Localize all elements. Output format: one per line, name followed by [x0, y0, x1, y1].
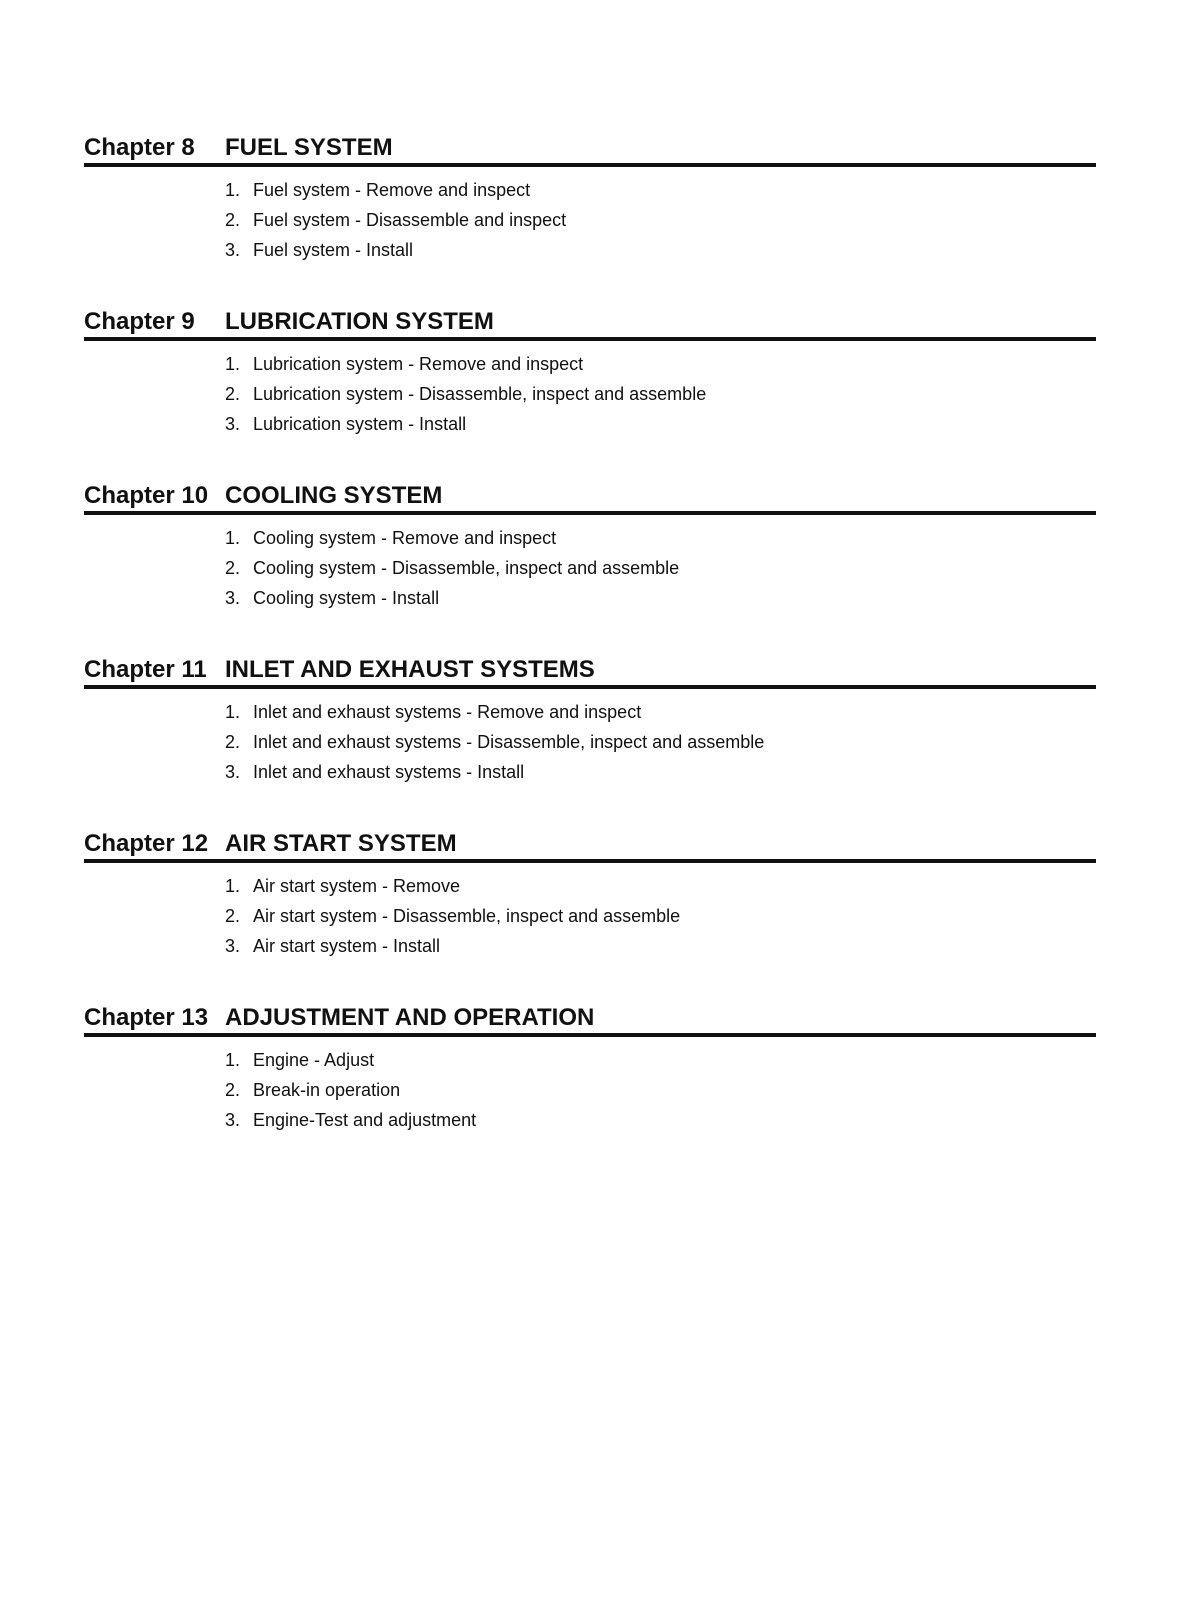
item-text: Cooling system - Disassemble, inspect and assemble: [253, 558, 680, 578]
chapter-section: [84, 480, 1096, 613]
item-text: Fuel system - Remove and inspect: [253, 180, 531, 200]
item-number: 1.: [225, 180, 241, 200]
item-text: Break-in operation: [253, 1080, 401, 1100]
item-number: 2.: [225, 384, 241, 404]
item-number: 1.: [225, 702, 241, 722]
list-item: [225, 1045, 1096, 1075]
list-item: [225, 697, 1096, 727]
item-number: 2.: [225, 558, 241, 578]
item-text: Cooling system - Remove and inspect: [253, 528, 557, 548]
chapter-number: Chapter 12: [84, 830, 209, 857]
chapter-title: INLET AND EXHAUST SYSTEMS: [225, 656, 595, 683]
item-text: Fuel system - Install: [253, 240, 414, 260]
chapter-heading: [84, 1002, 1096, 1037]
list-item: [225, 553, 1096, 583]
chapter-section: [84, 1002, 1096, 1135]
list-item: [225, 175, 1096, 205]
item-number: 1.: [225, 876, 241, 896]
item-text: Air start system - Disassemble, inspect and assemble: [253, 906, 681, 926]
item-number: 3.: [225, 762, 241, 782]
item-number: 3.: [225, 414, 241, 434]
item-number: 2.: [225, 1080, 241, 1100]
chapter-item-list: [225, 871, 1096, 961]
chapter-section: [84, 828, 1096, 961]
list-item: [225, 757, 1096, 787]
item-text: Lubrication system - Remove and inspect: [253, 354, 584, 374]
list-item: [225, 1075, 1096, 1105]
item-number: 1.: [225, 528, 241, 548]
chapter-heading: [84, 828, 1096, 863]
item-number: 1.: [225, 354, 241, 374]
list-item: [225, 901, 1096, 931]
chapter-heading: [84, 132, 1096, 167]
item-number: 3.: [225, 240, 241, 260]
list-item: [225, 349, 1096, 379]
chapter-title: AIR START SYSTEM: [225, 830, 457, 857]
chapter-title: ADJUSTMENT AND OPERATION: [225, 1004, 595, 1031]
item-number: 3.: [225, 1110, 241, 1130]
item-number: 2.: [225, 210, 241, 230]
list-item: [225, 409, 1096, 439]
item-text: Air start system - Install: [253, 936, 441, 956]
chapter-number: Chapter 11: [84, 656, 207, 683]
item-number: 3.: [225, 588, 241, 608]
table-of-contents: [84, 132, 1096, 1135]
chapter-item-list: [225, 349, 1096, 439]
chapter-item-list: [225, 523, 1096, 613]
list-item: [225, 1105, 1096, 1135]
chapter-title: FUEL SYSTEM: [225, 134, 393, 161]
item-number: 2.: [225, 906, 241, 926]
list-item: [225, 379, 1096, 409]
chapter-section: [84, 306, 1096, 439]
chapter-heading: [84, 480, 1096, 515]
item-text: Inlet and exhaust systems - Remove and inspect: [253, 702, 642, 722]
chapter-title: LUBRICATION SYSTEM: [225, 308, 494, 335]
item-text: Engine-Test and adjustment: [253, 1110, 477, 1130]
list-item: [225, 583, 1096, 613]
chapter-number: Chapter 10: [84, 482, 209, 509]
item-text: Air start system - Remove: [253, 876, 461, 896]
chapter-section: [84, 132, 1096, 265]
item-text: Inlet and exhaust systems - Install: [253, 762, 525, 782]
chapter-item-list: [225, 175, 1096, 265]
chapter-item-list: [225, 697, 1096, 787]
chapter-heading: [84, 306, 1096, 341]
list-item: [225, 931, 1096, 961]
item-text: Fuel system - Disassemble and inspect: [253, 210, 567, 230]
item-number: 1.: [225, 1050, 241, 1070]
chapter-number: Chapter 8: [84, 134, 195, 161]
chapter-item-list: [225, 1045, 1096, 1135]
list-item: [225, 727, 1096, 757]
chapter-section: [84, 654, 1096, 787]
item-number: 2.: [225, 732, 241, 752]
list-item: [225, 235, 1096, 265]
item-text: Cooling system - Install: [253, 588, 440, 608]
list-item: [225, 205, 1096, 235]
list-item: [225, 871, 1096, 901]
item-text: Lubrication system - Install: [253, 414, 467, 434]
chapter-number: Chapter 9: [84, 308, 195, 335]
list-item: [225, 523, 1096, 553]
chapter-title: COOLING SYSTEM: [225, 482, 443, 509]
chapter-heading: [84, 654, 1096, 689]
item-number: 3.: [225, 936, 241, 956]
chapter-number: Chapter 13: [84, 1004, 209, 1031]
item-text: Lubrication system - Disassemble, inspect and assemble: [253, 384, 707, 404]
item-text: Inlet and exhaust systems - Disassemble, inspect and assemble: [253, 732, 765, 752]
item-text: Engine - Adjust: [253, 1050, 375, 1070]
